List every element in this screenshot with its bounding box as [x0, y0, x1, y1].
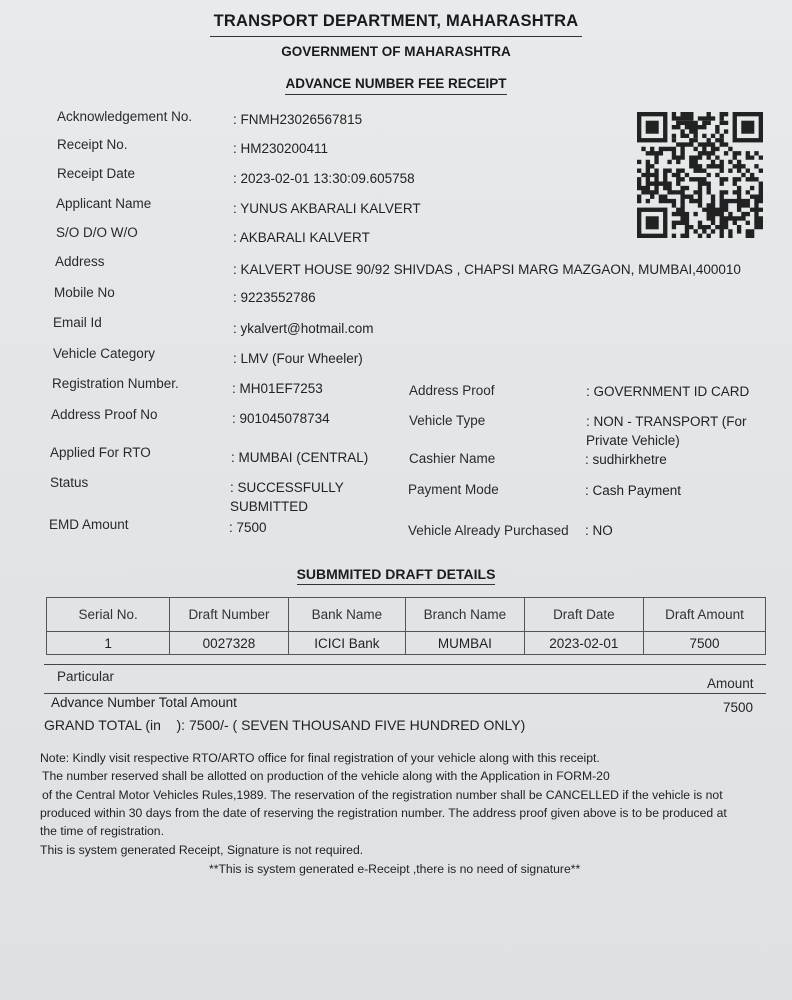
table-row — [47, 632, 766, 655]
note-line-4: produced within 30 days from the date of reserving the registration number. The address proof given above is to be produced at — [40, 806, 727, 820]
address-proof-value: : GOVERNMENT ID CARD — [586, 384, 750, 399]
ack-value: : FNMH23026567815 — [233, 112, 363, 127]
cashier-value: : sudhirkhetre — [585, 452, 667, 467]
mobile-label: Mobile No — [54, 285, 115, 300]
draft-amount-cell: 7500 — [644, 632, 766, 655]
vehicle-category-label: Vehicle Category — [53, 346, 156, 361]
address-value: : KALVERT HOUSE 90/92 SHIVDAS , CHAPSI MARG MAZGAON, MUMBAI,400010 — [233, 262, 741, 277]
bank-name-cell: ICICI Bank — [288, 632, 406, 655]
col-draft-date: Draft Date — [524, 598, 643, 632]
payment-mode-value: : Cash Payment — [585, 483, 682, 498]
registration-label: Registration Number. — [52, 376, 179, 391]
note-line-5: the time of registration. — [40, 824, 164, 838]
applicant-label: Applicant Name — [56, 196, 152, 211]
note-line-2: The number reserved shall be allotted on production of the vehicle along with the Application in FORM-20 — [42, 769, 610, 783]
email-label: Email Id — [53, 315, 102, 330]
divider-middle — [44, 693, 766, 694]
branch-name-cell: MUMBAI — [406, 632, 524, 655]
particular-label: Particular — [57, 669, 115, 684]
qr-code-icon — [637, 112, 763, 238]
draft-table-header — [47, 598, 766, 632]
vehicle-category-value: : LMV (Four Wheeler) — [233, 351, 363, 366]
cashier-label: Cashier Name — [409, 451, 496, 466]
draft-details-heading — [0, 566, 792, 582]
serial-cell: 1 — [47, 632, 170, 655]
rto-label: Applied For RTO — [50, 445, 151, 460]
government-title: GOVERNMENT OF MAHARASHTRA — [281, 44, 511, 59]
receipt-date-label: Receipt Date — [57, 166, 136, 181]
receipt-heading — [0, 76, 792, 95]
vehicle-type-value-line1: : NON - TRANSPORT (For — [586, 414, 747, 429]
col-branch-name: Branch Name — [406, 598, 524, 632]
mobile-value: : 9223552786 — [233, 290, 316, 305]
proof-no-value: : 901045078734 — [232, 411, 330, 426]
col-draft-amount: Draft Amount — [644, 598, 766, 632]
vehicle-type-label: Vehicle Type — [409, 413, 486, 428]
note-line-3: of the Central Motor Vehicles Rules,1989. The reservation of the registration number shall be CANCELLED if the vehicle is not — [42, 788, 723, 802]
ack-label: Acknowledgement No. — [57, 109, 193, 124]
department-title: TRANSPORT DEPARTMENT, MAHARASHTRA — [210, 12, 583, 37]
draft-number-cell: 0027328 — [170, 632, 288, 655]
receipt-title: ADVANCE NUMBER FEE RECEIPT — [285, 76, 506, 95]
relation-value: : AKBARALI KALVERT — [233, 230, 370, 245]
grand-total: GRAND TOTAL (in ): 7500/- ( SEVEN THOUSAND FIVE HUNDRED ONLY) — [44, 717, 526, 733]
government-heading — [0, 44, 792, 62]
col-draft-number: Draft Number — [170, 598, 288, 632]
applicant-value: : YUNUS AKBARALI KALVERT — [233, 201, 421, 216]
address-label: Address — [55, 254, 105, 269]
address-proof-label: Address Proof — [409, 383, 495, 398]
emd-value: : 7500 — [229, 520, 267, 535]
emd-label: EMD Amount — [49, 517, 129, 532]
draft-details-title: SUBMMITED DRAFT DETAILS — [297, 566, 496, 585]
vehicle-type-value-line2: Private Vehicle) — [586, 433, 680, 448]
note-line-1: Note: Kindly visit respective RTO/ARTO office for final registration of your vehicle along with this receipt. — [40, 751, 600, 765]
department-heading — [0, 12, 792, 37]
note-line-6: This is system generated Receipt, Signature is not required. — [40, 843, 364, 857]
receipt-date-value: : 2023-02-01 13:30:09.605758 — [233, 171, 415, 186]
status-label: Status — [50, 475, 89, 490]
draft-date-cell: 2023-02-01 — [524, 632, 643, 655]
divider-top — [44, 664, 766, 665]
col-bank-name: Bank Name — [288, 598, 406, 632]
draft-table — [46, 597, 766, 655]
col-serial: Serial No. — [47, 598, 170, 632]
amount-label: Amount — [707, 676, 754, 691]
proof-no-label: Address Proof No — [51, 407, 158, 422]
status-value-line1: : SUCCESSFULLY — [230, 480, 344, 495]
vehicle-purchased-value: : NO — [585, 523, 613, 538]
relation-label: S/O D/O W/O — [56, 225, 138, 240]
email-value: : ykalvert@hotmail.com — [233, 321, 374, 336]
advance-total-amount: 7500 — [723, 700, 754, 715]
status-value-line2: SUBMITTED — [230, 499, 309, 514]
vehicle-purchased-label: Vehicle Already Purchased — [408, 523, 569, 538]
rto-value: : MUMBAI (CENTRAL) — [231, 450, 369, 465]
receipt-no-value: : HM230200411 — [233, 141, 329, 156]
registration-value: : MH01EF7253 — [232, 381, 323, 396]
note-line-7: **This is system generated e-Receipt ,there is no need of signature** — [209, 862, 581, 876]
advance-total-label: Advance Number Total Amount — [51, 695, 237, 710]
receipt-no-label: Receipt No. — [57, 137, 128, 152]
payment-mode-label: Payment Mode — [408, 482, 499, 497]
